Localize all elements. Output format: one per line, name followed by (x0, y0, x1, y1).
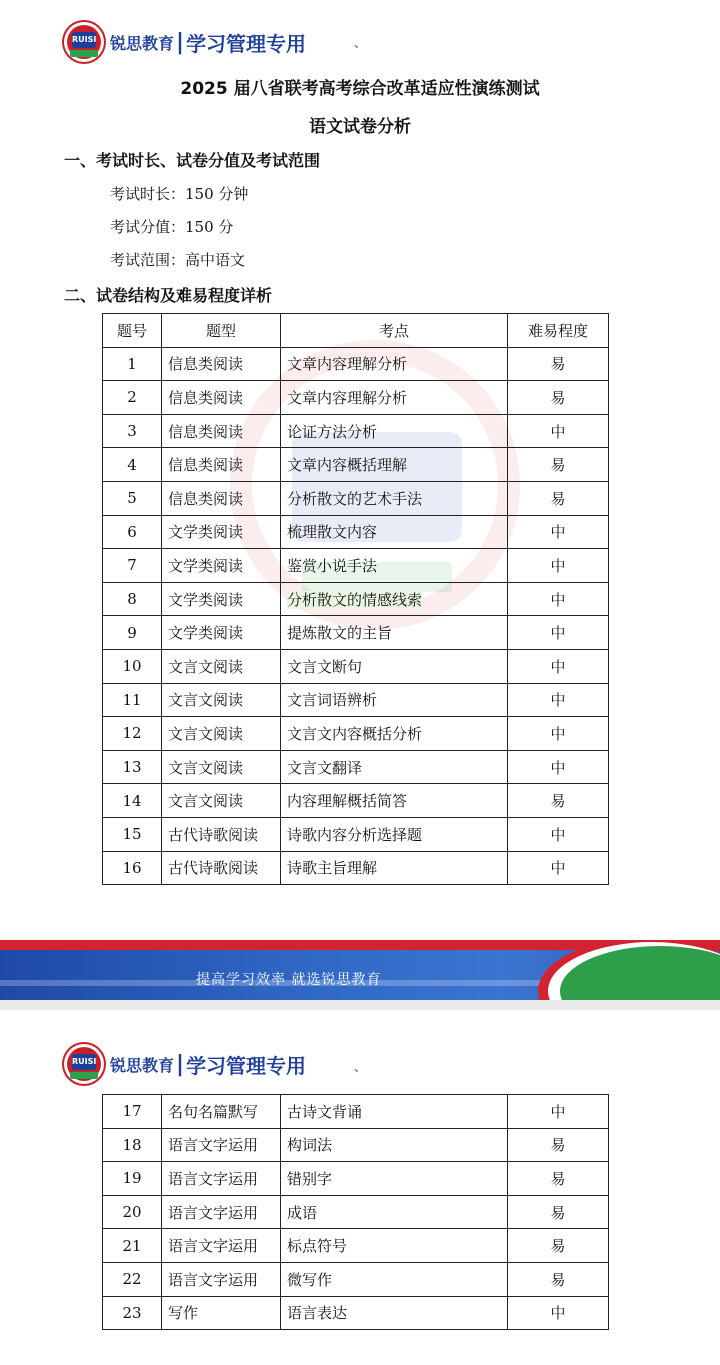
question-topic (281, 717, 508, 751)
question-topic (281, 1128, 508, 1162)
exam-duration: 考试时长：150 分钟 (110, 185, 249, 203)
question-type-text: 信息类阅读 (168, 456, 244, 475)
question-type-text: 古代诗歌阅读 (168, 859, 259, 878)
question-number (103, 784, 162, 818)
table-row (103, 851, 609, 885)
table-row (103, 750, 609, 784)
question-topic (281, 481, 508, 515)
question-difficulty-text: 易 (550, 489, 566, 508)
table-row (103, 1195, 609, 1229)
question-topic (281, 515, 508, 549)
question-difficulty-text: 中 (550, 859, 566, 878)
header-type: 题型 (162, 314, 281, 348)
table-row (103, 649, 609, 683)
question-topic-text: 文言文断句 (287, 657, 363, 676)
table-row (103, 1095, 609, 1129)
question-type (162, 1262, 281, 1296)
question-number-text: 15 (122, 825, 142, 844)
question-difficulty-text: 中 (550, 1304, 566, 1323)
question-difficulty-text: 中 (550, 422, 566, 441)
question-difficulty-text: 易 (550, 1237, 566, 1256)
logo-band (70, 50, 98, 57)
question-number (103, 817, 162, 851)
question-number-text: 17 (122, 1102, 142, 1121)
question-type-text: 语言文字运用 (168, 1136, 259, 1155)
question-topic (281, 683, 508, 717)
question-difficulty-text: 易 (550, 1270, 566, 1289)
question-difficulty (508, 1229, 609, 1263)
question-number (103, 515, 162, 549)
question-number-text: 9 (127, 623, 137, 642)
table-row (103, 1128, 609, 1162)
question-difficulty-text: 易 (550, 1169, 566, 1188)
question-type-text: 信息类阅读 (168, 355, 244, 374)
question-number-text: 22 (122, 1270, 142, 1289)
question-difficulty (508, 717, 609, 751)
question-number (103, 1229, 162, 1263)
page-header-2 (64, 1042, 306, 1086)
question-difficulty-text: 中 (550, 1102, 566, 1121)
question-difficulty-text: 易 (550, 388, 566, 407)
question-number-text: 16 (122, 858, 142, 877)
question-topic-text: 分析散文的艺术手法 (287, 489, 423, 508)
table-row (103, 549, 609, 583)
question-topic (281, 1195, 508, 1229)
question-type (162, 1162, 281, 1196)
question-type (162, 717, 281, 751)
question-topic (281, 817, 508, 851)
question-topic (281, 1162, 508, 1196)
question-type-text: 古代诗歌阅读 (168, 825, 259, 844)
question-difficulty (508, 683, 609, 717)
question-difficulty (508, 784, 609, 818)
question-difficulty (508, 582, 609, 616)
analysis-table-part2 (102, 1094, 609, 1330)
question-topic-text: 诗歌内容分析选择题 (287, 825, 423, 844)
question-type (162, 549, 281, 583)
table-row (103, 1262, 609, 1296)
question-type-text: 文言文阅读 (168, 724, 244, 743)
question-number-text: 2 (127, 388, 137, 407)
question-number-text: 3 (127, 422, 137, 441)
question-type-text: 写作 (168, 1304, 199, 1323)
question-number-text: 19 (122, 1169, 142, 1188)
question-number-text: 5 (127, 489, 137, 508)
question-difficulty-text: 中 (550, 523, 566, 542)
question-topic (281, 616, 508, 650)
table-row (103, 1296, 609, 1330)
question-difficulty-text: 中 (550, 724, 566, 743)
question-type-text: 文学类阅读 (168, 556, 244, 575)
question-number-text: 14 (122, 791, 142, 810)
question-type-text: 信息类阅读 (168, 489, 244, 508)
table-row (103, 381, 609, 415)
question-number (103, 481, 162, 515)
document-subtitle: 语文试卷分析 (309, 117, 411, 137)
question-number (103, 381, 162, 415)
question-topic-text: 成语 (287, 1203, 318, 1222)
question-number-text: 21 (122, 1236, 142, 1255)
question-type-text: 名句名篇默写 (168, 1102, 259, 1121)
header-number: 题号 (103, 314, 162, 348)
question-topic (281, 414, 508, 448)
question-type (162, 1229, 281, 1263)
question-type-text: 文学类阅读 (168, 590, 244, 609)
question-topic-text: 古诗文背诵 (287, 1102, 363, 1121)
question-difficulty-text: 中 (550, 825, 566, 844)
question-difficulty-text: 中 (550, 691, 566, 710)
question-type (162, 817, 281, 851)
question-topic-text: 文章内容理解分析 (287, 355, 408, 374)
question-difficulty (508, 381, 609, 415)
table-row (103, 448, 609, 482)
question-number (103, 1296, 162, 1330)
table-row (103, 683, 609, 717)
question-number-text: 4 (127, 455, 137, 474)
question-type-text: 语言文字运用 (168, 1237, 259, 1256)
question-difficulty (508, 1296, 609, 1330)
question-type (162, 1128, 281, 1162)
table-row (103, 515, 609, 549)
question-topic-text: 分析散文的情感线索 (287, 590, 423, 609)
question-topic-text: 诗歌主旨理解 (287, 859, 378, 878)
question-topic-text: 梳理散文内容 (287, 523, 378, 542)
question-difficulty (508, 616, 609, 650)
question-topic-text: 错别字 (287, 1169, 333, 1188)
page-2 (0, 1000, 720, 1365)
question-number-text: 8 (127, 590, 137, 609)
question-type (162, 1095, 281, 1129)
question-type-text: 语言文字运用 (168, 1169, 259, 1188)
question-number-text: 23 (122, 1303, 142, 1322)
question-number (103, 649, 162, 683)
question-number (103, 448, 162, 482)
question-number-text: 6 (127, 522, 137, 541)
section-1-heading: 一、考试时长、试卷分值及考试范围 (64, 151, 321, 170)
question-topic (281, 649, 508, 683)
question-difficulty (508, 549, 609, 583)
brand-name: 锐思教育 (110, 1055, 175, 1075)
table-header-row (103, 314, 609, 348)
question-topic-text: 鉴赏小说手法 (287, 556, 378, 575)
question-type (162, 784, 281, 818)
question-number (103, 414, 162, 448)
table-row (103, 717, 609, 751)
ruisi-logo (64, 1044, 104, 1084)
question-topic (281, 381, 508, 415)
question-topic (281, 750, 508, 784)
question-topic-text: 提炼散文的主旨 (287, 624, 393, 643)
question-type (162, 414, 281, 448)
question-type (162, 347, 281, 381)
question-type (162, 616, 281, 650)
question-difficulty-text: 易 (550, 456, 566, 475)
question-difficulty (508, 1162, 609, 1196)
question-number-text: 7 (127, 556, 137, 575)
question-number (103, 1128, 162, 1162)
document-title: 2025 届八省联考高考综合改革适应性演练测试 (180, 79, 540, 99)
question-topic-text: 文章内容理解分析 (287, 388, 408, 407)
question-type-text: 信息类阅读 (168, 388, 244, 407)
question-topic (281, 1262, 508, 1296)
question-difficulty (508, 414, 609, 448)
question-topic-text: 微写作 (287, 1270, 333, 1289)
question-number (103, 683, 162, 717)
question-type-text: 文言文阅读 (168, 657, 244, 676)
question-difficulty-text: 易 (550, 1136, 566, 1155)
question-topic (281, 549, 508, 583)
footer-slogan: 提高学习效率 就选锐思教育 (196, 972, 382, 988)
table-row (103, 784, 609, 818)
logo-band (70, 1072, 98, 1079)
ruisi-logo (64, 22, 104, 62)
analysis-table-part1 (102, 313, 609, 885)
question-difficulty (508, 750, 609, 784)
question-difficulty (508, 1262, 609, 1296)
header-mark: 、 (354, 1060, 367, 1074)
question-difficulty (508, 817, 609, 851)
header-difficulty: 难易程度 (508, 314, 609, 348)
question-difficulty (508, 851, 609, 885)
question-type-text: 文学类阅读 (168, 523, 244, 542)
question-type-text: 语言文字运用 (168, 1203, 259, 1222)
brand-motto: 学习管理专用 (186, 31, 307, 56)
question-topic (281, 582, 508, 616)
question-number (103, 549, 162, 583)
question-type-text: 文言文阅读 (168, 758, 244, 777)
question-difficulty-text: 中 (550, 556, 566, 575)
exam-scope: 考试范围：高中语文 (110, 251, 246, 269)
question-type (162, 649, 281, 683)
question-type (162, 851, 281, 885)
question-number-text: 1 (127, 354, 137, 373)
question-type (162, 1296, 281, 1330)
question-number (103, 717, 162, 751)
question-number-text: 12 (122, 724, 142, 743)
table-row (103, 1162, 609, 1196)
question-type-text: 语言文字运用 (168, 1270, 259, 1289)
question-difficulty (508, 481, 609, 515)
question-topic-text: 语言表达 (287, 1304, 348, 1323)
question-type (162, 381, 281, 415)
brand-motto: 学习管理专用 (186, 1053, 307, 1078)
table-row (103, 481, 609, 515)
question-number (103, 616, 162, 650)
question-difficulty (508, 1095, 609, 1129)
table-row (103, 616, 609, 650)
brand-separator: | (176, 29, 185, 55)
question-number (103, 1262, 162, 1296)
question-difficulty-text: 中 (550, 624, 566, 643)
question-difficulty-text: 易 (550, 355, 566, 374)
question-number (103, 1195, 162, 1229)
table-row (103, 347, 609, 381)
question-difficulty (508, 649, 609, 683)
question-topic (281, 1095, 508, 1129)
question-difficulty (508, 515, 609, 549)
question-topic (281, 851, 508, 885)
brand-separator: | (176, 1051, 185, 1077)
header-topic: 考点 (281, 314, 508, 348)
question-type-text: 文言文阅读 (168, 691, 244, 710)
question-difficulty (508, 1195, 609, 1229)
question-difficulty-text: 易 (550, 1203, 566, 1222)
question-difficulty-text: 中 (550, 758, 566, 777)
question-number (103, 750, 162, 784)
logo-text: RUISI (72, 1054, 96, 1070)
exam-score: 考试分值：150 分 (110, 218, 234, 236)
question-type (162, 1195, 281, 1229)
question-number (103, 851, 162, 885)
question-topic-text: 标点符号 (287, 1237, 348, 1256)
question-topic-text: 文言词语辨析 (287, 691, 378, 710)
question-type (162, 750, 281, 784)
table-row (103, 1229, 609, 1263)
question-number (103, 1162, 162, 1196)
question-difficulty (508, 347, 609, 381)
question-difficulty (508, 1128, 609, 1162)
table-row (103, 414, 609, 448)
question-topic (281, 1296, 508, 1330)
question-topic-text: 文章内容概括理解 (287, 456, 408, 475)
question-type (162, 481, 281, 515)
section-2-heading: 二、试卷结构及难易程度详析 (64, 286, 273, 305)
question-number-text: 10 (122, 657, 142, 676)
page-header (64, 20, 306, 64)
question-topic-text: 内容理解概括简答 (287, 792, 408, 811)
question-topic-text: 文言文翻译 (287, 758, 363, 777)
question-number-text: 20 (122, 1203, 142, 1222)
question-type (162, 683, 281, 717)
question-number (103, 1095, 162, 1129)
table-row (103, 582, 609, 616)
question-topic (281, 784, 508, 818)
question-topic-text: 构词法 (287, 1136, 333, 1155)
question-difficulty-text: 中 (550, 590, 566, 609)
table-row (103, 817, 609, 851)
header-mark: 、 (354, 36, 367, 50)
question-difficulty-text: 易 (550, 792, 566, 811)
question-topic-text: 文言文内容概括分析 (287, 724, 423, 743)
question-topic (281, 448, 508, 482)
logo-text: RUISI (72, 32, 96, 48)
question-topic (281, 1229, 508, 1263)
question-number (103, 347, 162, 381)
page-footer-banner (0, 940, 720, 1000)
question-type-text: 文学类阅读 (168, 624, 244, 643)
question-topic-text: 论证方法分析 (287, 422, 378, 441)
question-number-text: 13 (122, 758, 142, 777)
brand-name: 锐思教育 (110, 33, 175, 53)
question-number-text: 18 (122, 1135, 142, 1154)
question-number-text: 11 (122, 690, 142, 709)
question-type-text: 文言文阅读 (168, 792, 244, 811)
question-type-text: 信息类阅读 (168, 422, 244, 441)
question-number (103, 582, 162, 616)
question-difficulty-text: 中 (550, 657, 566, 676)
question-difficulty (508, 448, 609, 482)
question-type (162, 582, 281, 616)
question-type (162, 448, 281, 482)
question-topic (281, 347, 508, 381)
question-type (162, 515, 281, 549)
